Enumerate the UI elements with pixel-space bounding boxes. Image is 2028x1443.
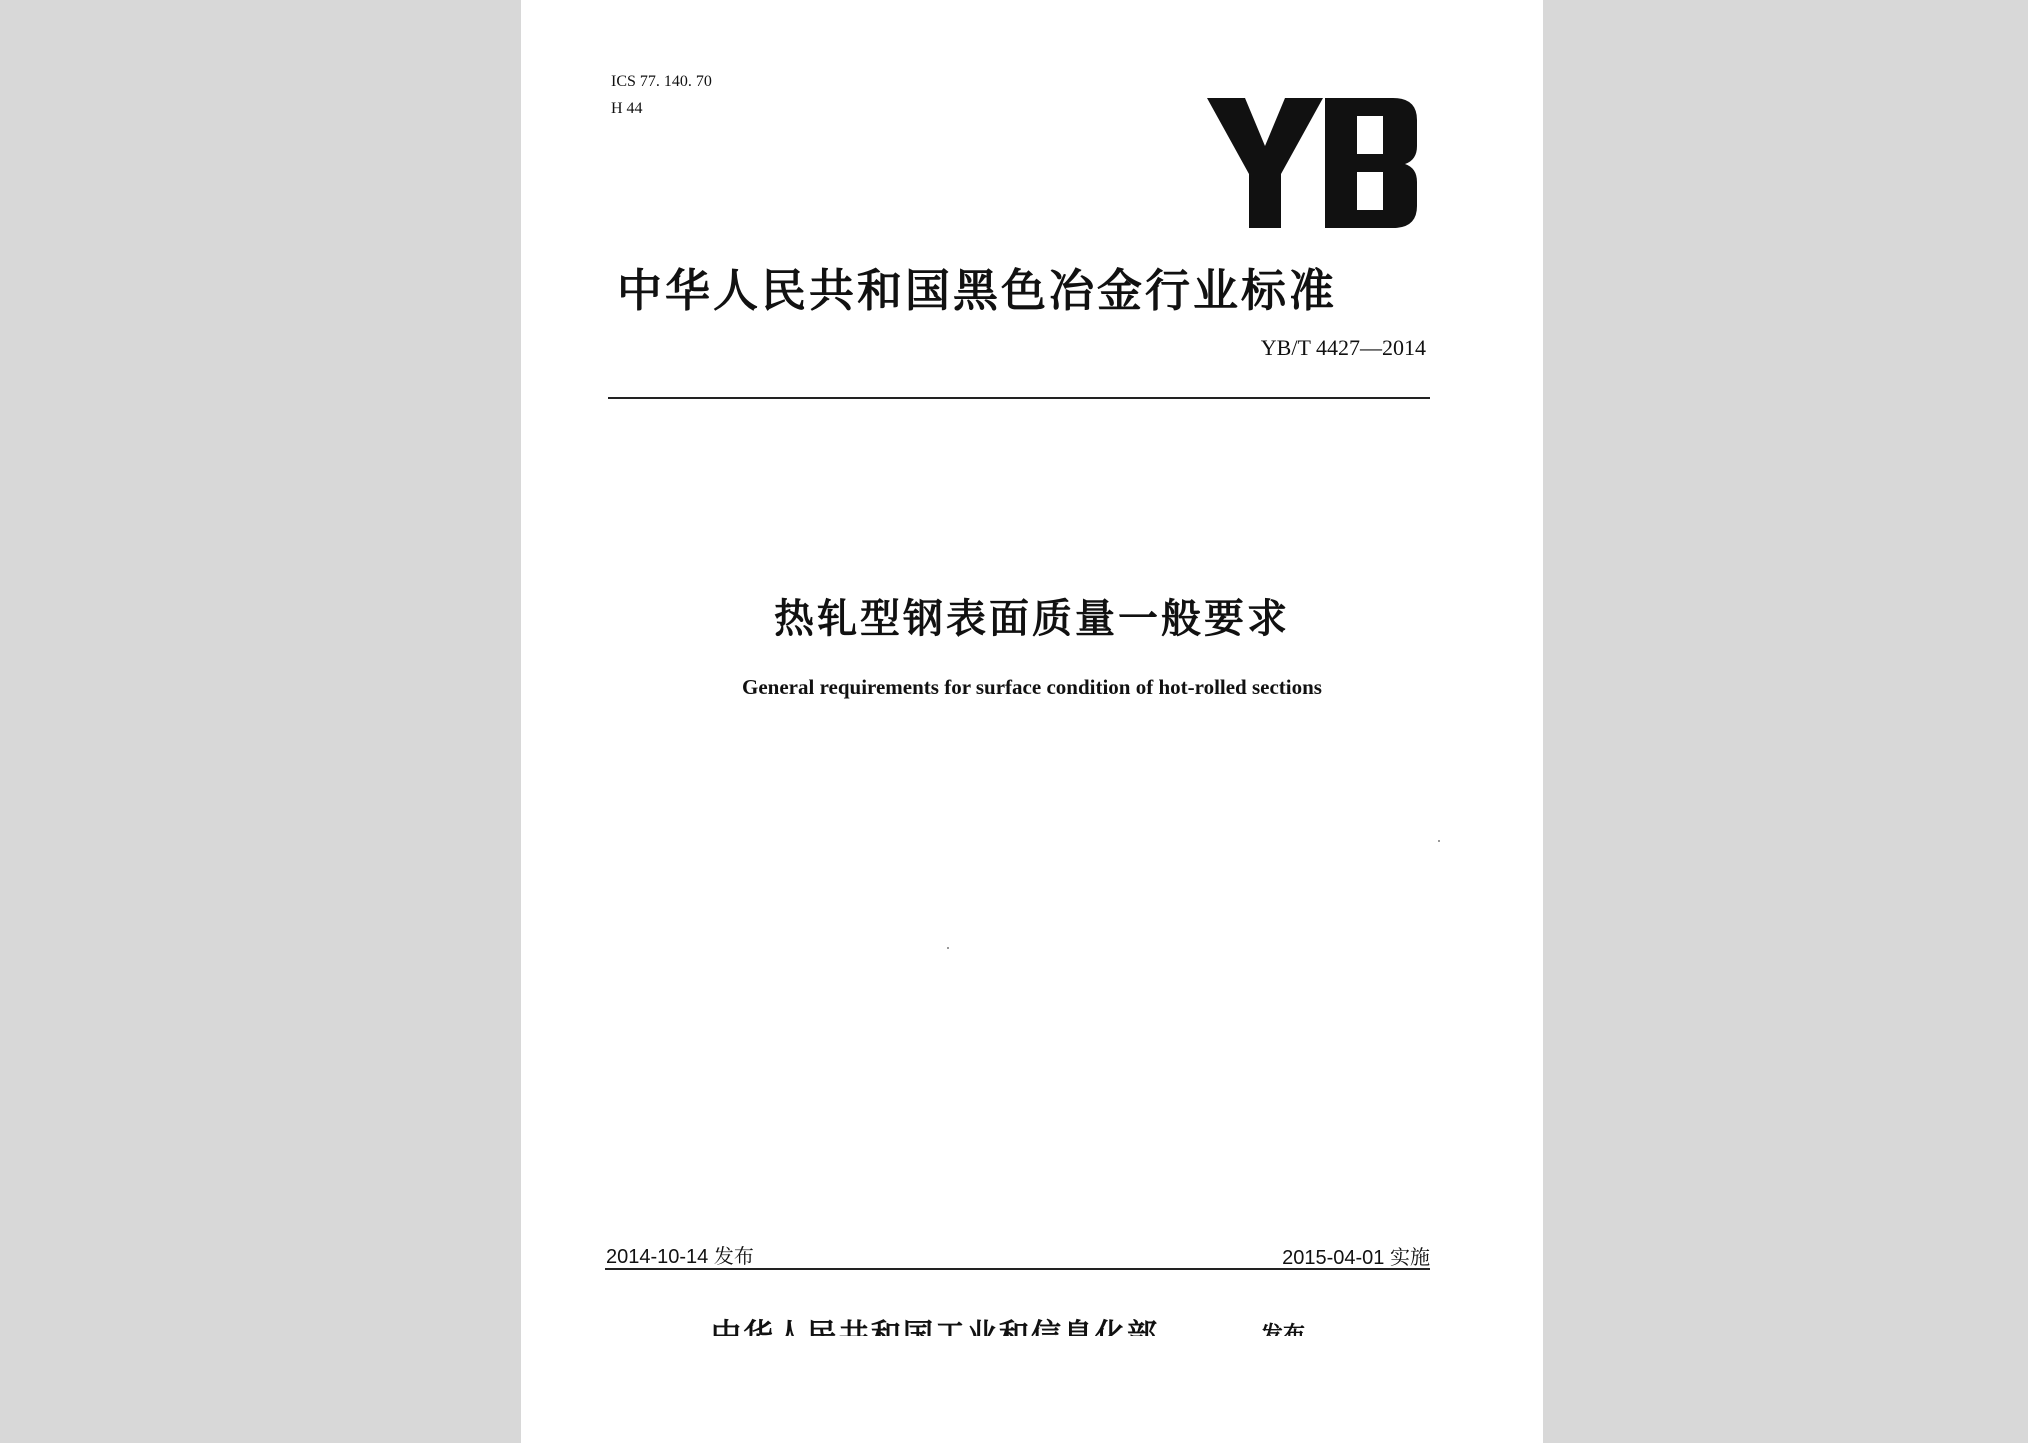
title-chinese: 热轧型钢表面质量一般要求 <box>774 596 1290 642</box>
header-divider <box>608 397 1430 399</box>
page-bottom-margin <box>521 1336 1543 1443</box>
classification-codes <box>611 68 712 122</box>
document-page <box>521 0 1543 1443</box>
organization-title: 中华人民共和国黑色冶金行业标准 <box>617 264 1338 317</box>
standard-number: YB/T 4427—2014 <box>1260 335 1426 360</box>
scan-speck <box>1438 840 1440 842</box>
footer-divider <box>605 1268 1430 1270</box>
ccs-code: H 44 <box>611 100 643 117</box>
title-english: General requirements for surface condition of hot-rolled sections <box>742 675 1322 699</box>
scan-speck <box>947 947 949 949</box>
implementation-date: 2015-04-01 实施 <box>1282 1247 1430 1269</box>
yb-logo <box>1207 98 1417 228</box>
issue-date: 2014-10-14 发布 <box>606 1246 754 1268</box>
ics-code: ICS 77. 140. 70 <box>611 73 712 90</box>
